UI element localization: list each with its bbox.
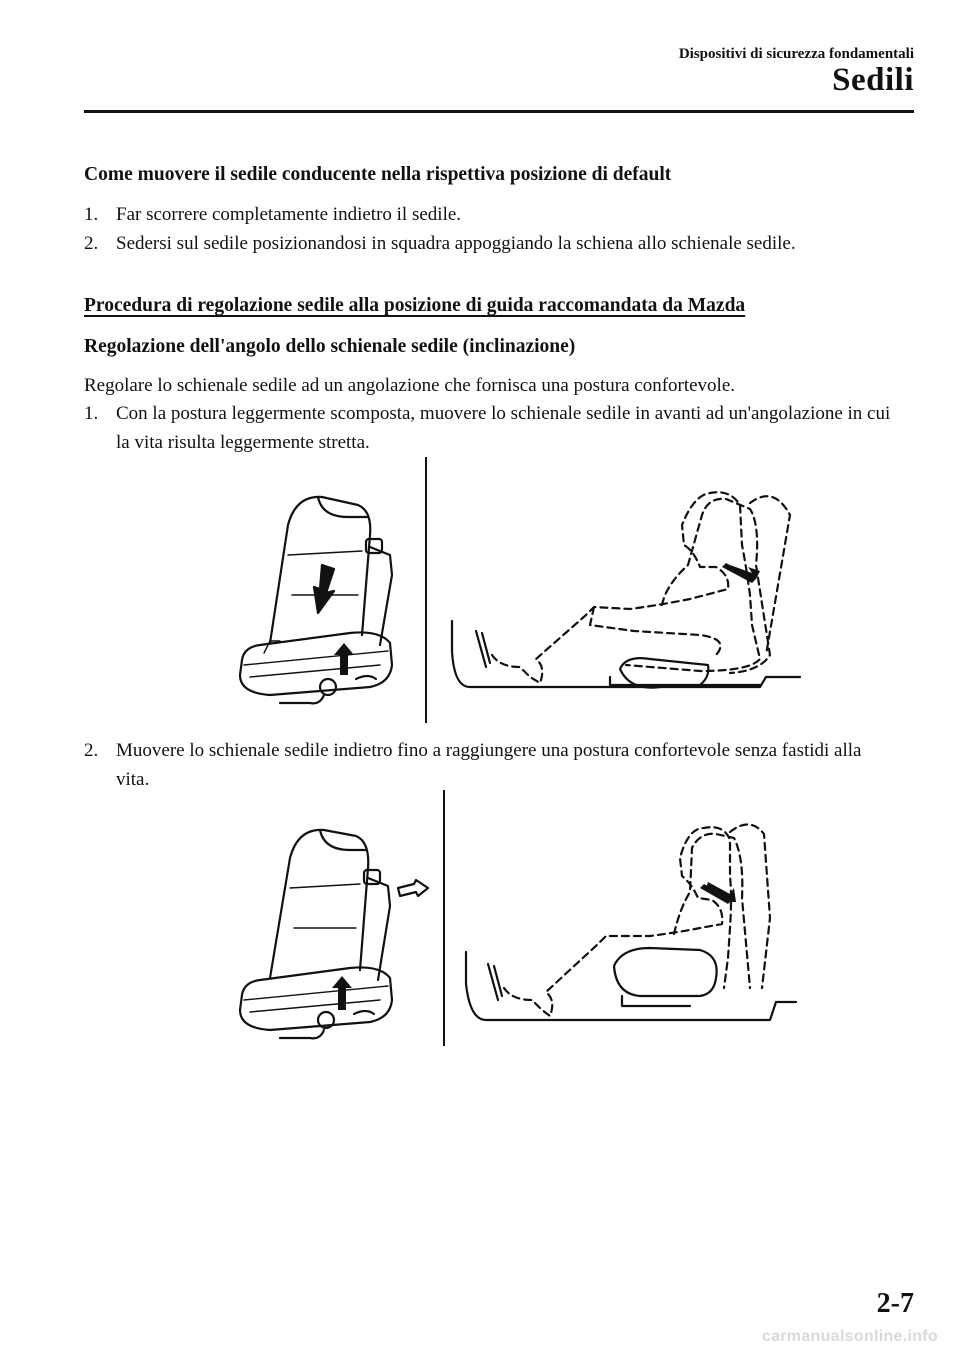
step-text: Sedersi sul sedile posizionandosi in squadra appoggiando la schiena allo schienale sedile. [116, 233, 796, 254]
seat-recline-backward-illustration [240, 830, 428, 1038]
recline-heading: Regolazione dell'angolo dello schienale sedile (inclinazione) [84, 336, 576, 357]
recline-intro: Regolare lo schienale sedile ad un angolazione che fornisca una postura confortevole. [84, 375, 736, 396]
step-number: 1. [84, 403, 99, 424]
watermark: carmanualsonline.info [761, 1328, 938, 1345]
procedure-heading: Procedura di regolazione sedile alla posizione di guida raccomandata da Mazda [84, 295, 746, 316]
step-text: Muovere lo schienale sedile indietro fino a raggiungere una postura confortevole senza fastidi alla vita. [116, 740, 862, 790]
seat-recline-forward-illustration [240, 497, 392, 703]
step-number: 1. [84, 204, 99, 225]
step-text: Far scorrere completamente indietro il sedile. [116, 204, 462, 225]
driver-posture-backward-illustration [466, 824, 796, 1020]
step-number: 2. [84, 740, 99, 761]
section-title: Dispositivi di sicurezza fondamentali [678, 46, 914, 62]
header-divider [84, 110, 914, 113]
driver-posture-forward-illustration [452, 492, 800, 687]
step-text: Con la postura leggermente scomposta, muovere lo schienale sedile in avanti ad un'angolazione in cui la vita risulta leggermente stretta. [116, 403, 891, 453]
step-number: 2. [84, 233, 99, 254]
page-number: 2-7 [876, 1288, 914, 1319]
recline-backward-figure [230, 788, 810, 1050]
page-title: Sedili [832, 62, 914, 98]
recline-forward-figure [230, 455, 810, 727]
default-position-heading: Come muovere il sedile conducente nella rispettiva posizione di default [84, 164, 672, 185]
